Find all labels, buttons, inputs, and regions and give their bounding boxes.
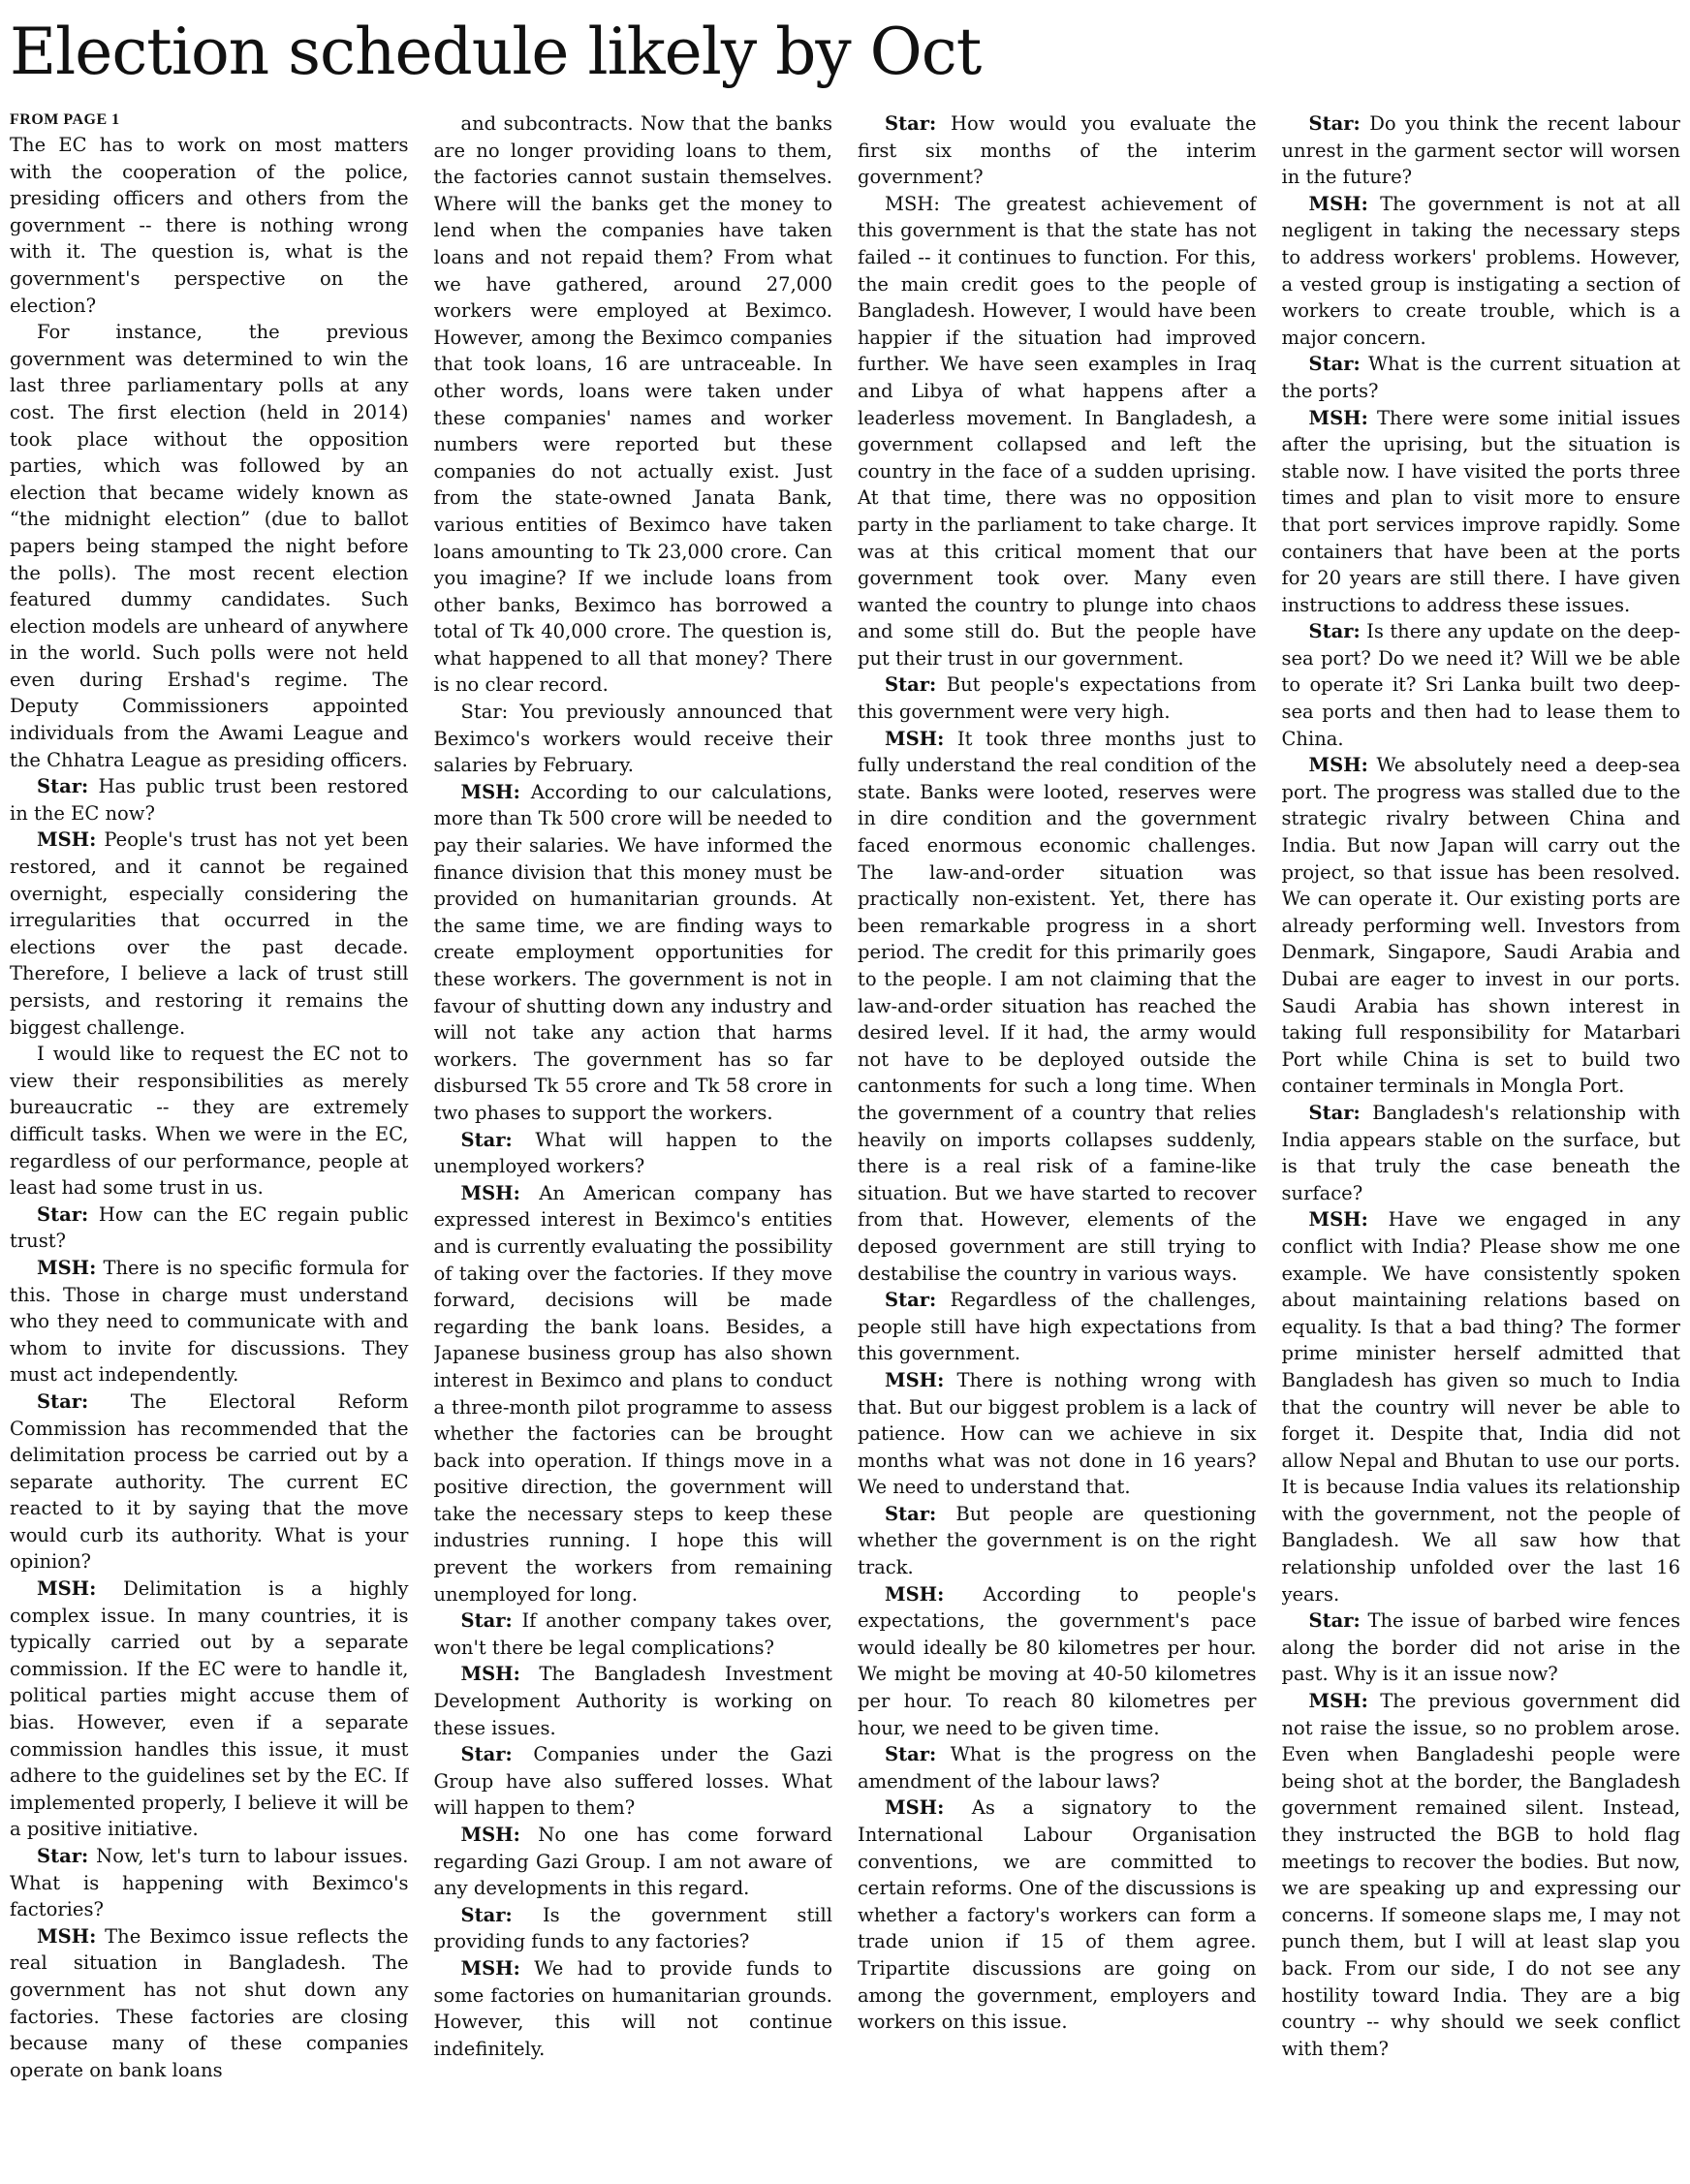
paragraph-text: Is there any update on the deep-sea port? Do we need it? Will we be able to operate it? Sri Lanka built two deep-sea ports and then had to lease them to China.: [1281, 620, 1680, 750]
speaker-label: Star:: [460, 1743, 513, 1766]
paragraph-text: What is the current situation at the ports?: [1281, 353, 1680, 402]
headline: Election schedule likely by Oct: [10, 15, 982, 89]
article-paragraph: [858, 1501, 1257, 1581]
paragraph-text: The Bangladesh Investment Development Authority is working on these issues.: [433, 1663, 832, 1739]
paragraph-text: There is no specific formula for this. Those in charge must understand who they need to communicate with and whom to invite for discussions. They must act independently.: [10, 1256, 409, 1387]
paragraph-text: Now, let's turn to labour issues. What is happening with Beximco's factories?: [10, 1845, 409, 1921]
speaker-label: Star:: [1308, 353, 1361, 376]
speaker-label: MSH:: [37, 828, 97, 852]
paragraph-text: There is nothing wrong with that. But our biggest problem is a lack of patience. How can we achieve in six months what was not done in 16 years? We need to understand that.: [858, 1368, 1257, 1499]
speaker-label: Star:: [1308, 1101, 1361, 1124]
article-paragraph: [1282, 351, 1681, 404]
article-paragraph: [858, 1367, 1257, 1501]
speaker-label: MSH:: [460, 1181, 520, 1204]
speaker-label: MSH:: [460, 780, 520, 803]
paragraph-text: According to our calculations, more than Tk 500 crore will be needed to pay their salaries. We have informed the finance division that this money must be provided on humanitarian grounds. At the same time, we are finding ways to create employment opportunities for these workers. The government is not in favour of shutting down any industry and will not take any action that harms workers. The government has so far disbursed Tk 55 crore and Tk 58 crore in two phases to support the workers.: [433, 780, 832, 1124]
column-3: [858, 110, 1257, 2165]
speaker-label: MSH:: [460, 1663, 520, 1686]
speaker-label: MSH:: [1308, 1690, 1368, 1713]
speaker-label: Star:: [37, 775, 89, 798]
column-2: [434, 110, 833, 2165]
speaker-label: Star:: [37, 1389, 89, 1413]
paragraph-text: Have we engaged in any conflict with India? Please show me one example. We have consistently spoken about maintaining relations based on equality. Is that a bad thing? The former prime minister herself admitted that Bangladesh has given so much to India that the country will never be able to forget it. Despite that, India did not allow Nepal and Bhutan to use our ports. It is because India values its relationship with the government, not the people of Bangladesh. We all saw how that relationship unfolded over the last 16 years.: [1281, 1208, 1680, 1606]
speaker-label: Star:: [1308, 112, 1361, 135]
speaker-label: Star:: [1308, 620, 1361, 643]
paragraph-text: But people are questioning whether the government is on the right track.: [858, 1502, 1257, 1579]
article-paragraph: [434, 1741, 833, 1822]
speaker-label: MSH:: [1308, 1208, 1368, 1232]
paragraph-text: The Beximco issue reflects the real situation in Bangladesh. The government has not shut down any factories. These factories are closing because many of these companies operate on bank loans: [10, 1924, 409, 2081]
paragraph-text: It took three months just to fully understand the real condition of the state. Banks were looted, reserves were in dire condition and the government faced enormous economic challenges. The law-and-order situation was practically non-existent. Yet, there has been remarkable progress in a short period. The credit for this primarily goes to the people. I am not claiming that the law-and-order situation has reached the desired level. If it had, the army would not have to be deployed outside the cantonments for such a long time. When the government of a country that relies heavily on imports collapses suddenly, there is a real risk of a famine-like situation. But we have started to recover from that. However, elements of the deposed government are still trying to destabilise the country in various ways.: [858, 727, 1257, 1285]
paragraph-text: MSH: The greatest achievement of this government is that the state has not failed -- it continues to function. For this, the main credit goes to the people of Bangladesh. However, I would have been happier if the situation had improved further. We have seen examples in Iraq and Libya of what happens after a leaderless movement. In Bangladesh, a government collapsed and left the country in the face of a sudden uprising. At that time, there was no opposition party in the parliament to take charge. It was at this critical moment that our government took over. Many even wanted the country to plunge into chaos and some still do. But the people have put their trust in our government.: [858, 192, 1257, 670]
article-paragraph: [10, 1576, 409, 1843]
speaker-label: Star:: [885, 1502, 937, 1525]
article-paragraph: [434, 1661, 833, 1741]
article-paragraph: [434, 779, 833, 1127]
article-paragraph: [434, 1955, 833, 2062]
article-paragraph: [10, 827, 409, 1041]
speaker-label: MSH:: [460, 1824, 520, 1846]
article-paragraph: [858, 1581, 1257, 1742]
article-paragraph: [10, 319, 409, 773]
article-paragraph: [1282, 405, 1681, 619]
paragraph-text: Star: You previously announced that Beximco's workers would receive their salaries by February.: [433, 701, 832, 777]
paragraph-text: An American company has expressed interest in Beximco's entities and is currently evaluating the possibility of taking over the factories. If they move forward, decisions will be made regarding the bank loans. Besides, a Japanese business group has also shown interest in Beximco and plans to conduct a three-month pilot programme to assess whether the factories can be brought back into operation. If things move in a positive direction, the government will take the necessary steps to keep these industries running. I hope this will prevent the workers from remaining unemployed for long.: [433, 1181, 832, 1606]
article-paragraph: [10, 1255, 409, 1388]
speaker-label: MSH:: [1308, 754, 1368, 777]
paragraph-text: People's trust has not yet been restored, and it cannot be regained overnight, especially considering the irregularities that occurred in the elections over the past decade. Therefore, I believe a lack of trust still persists, and restoring it remains the biggest challenge.: [10, 828, 409, 1039]
article-paragraph: [1282, 191, 1681, 352]
article-paragraph: [1282, 110, 1681, 191]
article-paragraph: [10, 773, 409, 827]
paragraph-text: I would like to request the EC not to view their responsibilities as merely bureaucratic -- they are extremely difficult tasks. When we were in the EC, regardless of our performance, people at least had some trust in us.: [10, 1043, 409, 1200]
speaker-label: MSH:: [37, 1577, 97, 1601]
paragraph-text: The previous government did not raise the issue, so no problem arose. Even when Bangladeshi people were being shot at the border, the Bangladesh government remained silent. Instead, they instructed the BGB to hold flag meetings to recover the bodies. But now, we are speaking up and expressing our concerns. If someone slaps me, I may not punch them, but I will at least slap you back. From our side, I do not see any hostility toward India. They are a big country -- why should we seek conflict with them?: [1281, 1690, 1680, 2060]
speaker-label: Star:: [460, 1609, 513, 1633]
article-paragraph: [1282, 752, 1681, 1100]
paragraph-text: Do you think the recent labour unrest in the garment sector will worsen in the future?: [1281, 112, 1680, 189]
article-paragraph: [434, 110, 833, 699]
speaker-label: MSH:: [460, 1956, 520, 1980]
article-paragraph: [434, 1902, 833, 1955]
article-paragraph: [434, 699, 833, 779]
article-paragraph: [10, 1843, 409, 1923]
article-paragraph: [858, 726, 1257, 1287]
article-paragraph: [858, 191, 1257, 672]
speaker-label: MSH:: [1308, 406, 1368, 429]
paragraph-text: But people's expectations from this government were very high.: [858, 673, 1257, 724]
article-paragraph: [858, 1287, 1257, 1367]
paragraph-text: We absolutely need a deep-sea port. The progress was stalled due to the strategic rivalry between China and India. But now Japan will carry out the project, so that issue has been resolved. We can operate it. Our existing ports are already performing well. Investors from Denmark, Singapore, Saudi Arabia and Dubai are eager to invest in our ports. Saudi Arabia has shown interest in taking full responsibility for Matarbari Port while China is set to build two container terminals in Mongla Port.: [1281, 754, 1680, 1098]
speaker-label: Star:: [885, 1743, 937, 1766]
article-columns: [10, 110, 1680, 2165]
article-paragraph: [1282, 1688, 1681, 2062]
paragraph-text: Regardless of the challenges, people still have high expectations from this government.: [858, 1289, 1257, 1365]
article-paragraph: [10, 1388, 409, 1576]
speaker-label: Star:: [37, 1845, 89, 1867]
article-paragraph: [1282, 618, 1681, 752]
paragraph-text: What is the progress on the amendment of the labour laws?: [858, 1743, 1257, 1793]
paragraph-text: The EC has to work on most matters with the cooperation of the police, presiding officers and others from the government -- there is nothing wrong with it. The question is, what is the government's perspective on the election?: [10, 134, 409, 317]
speaker-label: MSH:: [885, 1796, 945, 1820]
paragraph-text: As a signatory to the International Labour Organisation conventions, we are committed to certain reforms. One of the discussions is whether a factory's workers can form a trade union if 15 of them agree. Tripartite discussions are going on among the government, employers and workers on this issue.: [858, 1796, 1257, 2034]
article-paragraph: [10, 1201, 409, 1255]
paragraph-text: The Electoral Reform Commission has recommended that the delimitation process be carried out by a separate authority. The current EC reacted to it by saying that the move would curb its authority. What is your opinion?: [10, 1389, 409, 1574]
article-paragraph: [10, 1041, 409, 1201]
speaker-label: MSH:: [885, 1582, 945, 1606]
paragraph-text: How can the EC regain public trust?: [10, 1202, 409, 1253]
column-4: [1282, 110, 1681, 2165]
paragraph-text: What will happen to the unemployed workers?: [433, 1128, 832, 1178]
speaker-label: MSH:: [885, 727, 945, 750]
article-paragraph: [434, 1607, 833, 1661]
paragraph-text: The government is not at all negligent in taking the necessary steps to address workers' problems. However, a vested group is instigating a section of workers to create trouble, which is a major concern.: [1281, 192, 1680, 349]
column-1: [10, 110, 409, 2165]
paragraph-text: How would you evaluate the first six months of the interim government?: [858, 112, 1257, 189]
paragraph-text: For instance, the previous government was determined to win the last three parliamentary polls at any cost. The first election (held in 2014) took place without the opposition parties, which was followed by an election that became widely known as “the midnight election” (due to ballot papers being stamped the night before the polls). The most recent election featured dummy candidates. Such election models are unheard of anywhere in the world. Such polls were not held even during Ershad's regime. The Deputy Commissioners appointed individuals from the Awami League and the Chhatra League as presiding officers.: [10, 321, 409, 771]
speaker-label: MSH:: [885, 1368, 945, 1391]
paragraph-text: We had to provide funds to some factories on humanitarian grounds. However, this will not continue indefinitely.: [433, 1956, 832, 2060]
paragraph-text: Delimitation is a highly complex issue. In many countries, it is typically carried out by a separate commission. If the EC were to handle it, political parties might accuse them of bias. However, even if a separate commission handles this issue, it must adhere to the guidelines set by the EC. If implemented properly, I believe it will be a positive initiative.: [10, 1577, 409, 1841]
article-paragraph: [434, 1127, 833, 1180]
paragraph-text: Is the government still providing funds to any factories?: [433, 1903, 832, 1953]
paragraph-text: and subcontracts. Now that the banks are no longer providing loans to them, the factories cannot sustain themselves. Where will the banks get the money to lend when the companies have taken loans and not repaid them? From what we have gathered, around 27,000 workers were employed at Beximco. However, among the Beximco companies that took loans, 16 are untraceable. In other words, loans were taken under these companies' names and worker numbers were reported but these companies do not actually exist. Just from the state-owned Janata Bank, various entities of Beximco have taken loans amounting to Tk 23,000 crore. Can you imagine? If we include loans from other banks, Beximco has borrowed a total of Tk 40,000 crore. The question is, what happened to all that money? There is no clear record.: [433, 112, 832, 697]
speaker-label: Star:: [1308, 1609, 1361, 1633]
speaker-label: MSH:: [37, 1256, 97, 1279]
paragraph-text: Companies under the Gazi Group have also suffered losses. What will happen to them?: [433, 1743, 832, 1820]
speaker-label: Star:: [885, 112, 937, 135]
article-paragraph: [10, 132, 409, 319]
article-paragraph: [1282, 1607, 1681, 1688]
kicker: FROM PAGE 1: [10, 111, 120, 128]
speaker-label: Star:: [37, 1202, 89, 1226]
speaker-label: MSH:: [1308, 192, 1368, 215]
paragraph-text: Has public trust been restored in the EC now?: [10, 775, 409, 825]
paragraph-text: Bangladesh's relationship with India appears stable on the surface, but is that truly the case beneath the surface?: [1281, 1101, 1680, 1204]
article-paragraph: [858, 110, 1257, 191]
article-paragraph: [858, 1741, 1257, 1794]
speaker-label: Star:: [460, 1903, 513, 1926]
paragraph-text: There were some initial issues after the uprising, but the situation is stable now. I have visited the ports three times and plan to visit more to ensure that port services improve rapidly. Some containers that have been at the ports for 20 years are still there. I have given instructions to address these issues.: [1281, 406, 1680, 616]
article-paragraph: [10, 1923, 409, 2084]
article-paragraph: [1282, 1100, 1681, 1206]
paragraph-text: If another company takes over, won't there be legal complications?: [433, 1609, 832, 1659]
article-paragraph: [434, 1180, 833, 1608]
paragraph-text: The issue of barbed wire fences along the border did not arise in the past. Why is it an issue now?: [1281, 1609, 1680, 1686]
speaker-label: Star:: [460, 1128, 513, 1151]
article-paragraph: [858, 671, 1257, 725]
speaker-label: MSH:: [37, 1924, 97, 1948]
paragraph-text: No one has come forward regarding Gazi Group. I am not aware of any developments in this regard.: [433, 1824, 832, 1900]
speaker-label: Star:: [885, 673, 937, 697]
article-paragraph: [1282, 1206, 1681, 1607]
article-paragraph: [434, 1822, 833, 1902]
article-paragraph: [858, 1794, 1257, 2035]
speaker-label: Star:: [885, 1289, 937, 1312]
paragraph-text: According to people's expectations, the government's pace would ideally be 80 kilometres per hour. We might be moving at 40-50 kilometres per hour. To reach 80 kilometres per hour, we need to be given time.: [858, 1582, 1257, 1739]
